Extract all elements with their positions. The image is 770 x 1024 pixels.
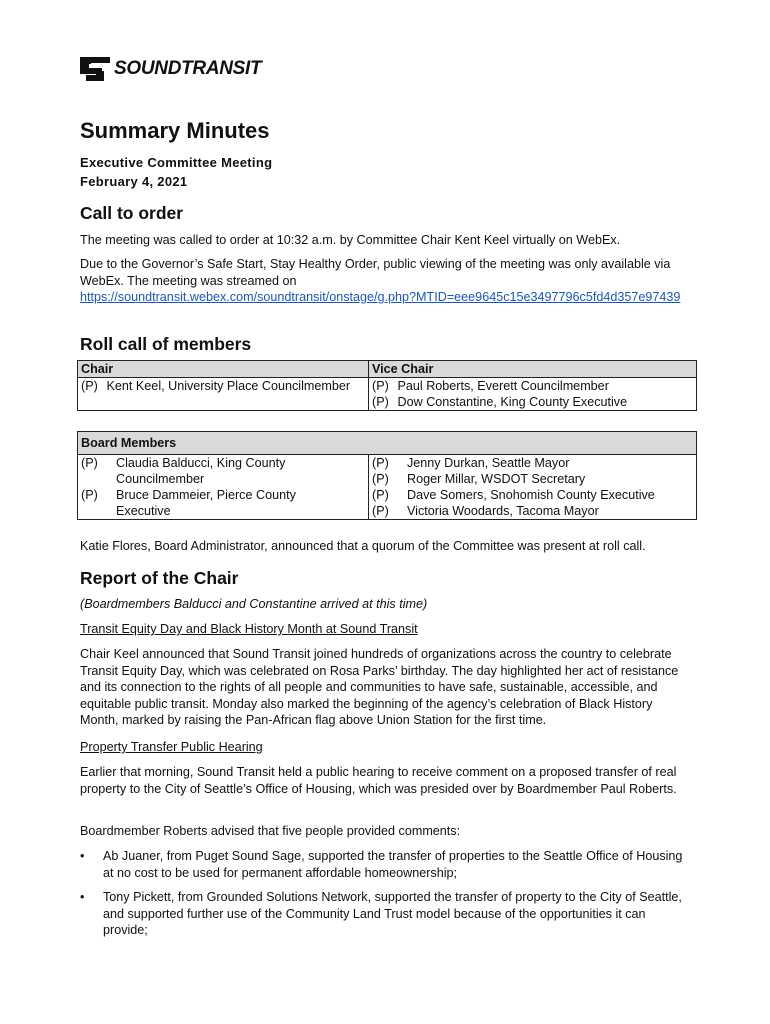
board-members-header: Board Members	[78, 432, 697, 455]
presence-status: (P)	[372, 456, 389, 470]
board-members-table	[77, 431, 697, 520]
list-item: • Tony Pickett, from Grounded Solutions Network, supported the transfer of property to the City of Seattle, and supported further use of the Community Land Trust model because of the opportunities it can provide;	[80, 889, 692, 939]
vice-chair-member	[372, 378, 693, 394]
comments-intro: Boardmember Roberts advised that five people provided comments:	[80, 824, 461, 838]
member-name: Dow Constantine, King County Executive	[397, 395, 628, 409]
vice-chair-member	[372, 394, 693, 410]
board-member	[81, 487, 365, 519]
vice-chair-header: Vice Chair	[369, 361, 697, 378]
list-item: • Ab Juaner, from Puget Sound Sage, supported the transfer of properties to the Seattle Office of Housing at no cost to be used for permanent affordable homeownership;	[80, 848, 692, 881]
presence-status: (P)	[81, 488, 98, 502]
member-name: Dave Somers, Snohomish County Executive	[407, 488, 655, 502]
quorum-statement: Katie Flores, Board Administrator, announced that a quorum of the Committee was present at roll call.	[80, 539, 646, 553]
transit-equity-subheading: Transit Equity Day and Black History Month at Sound Transit	[80, 622, 418, 636]
board-member	[372, 455, 693, 471]
property-transfer-paragraph: Earlier that morning, Sound Transit held a public hearing to receive comment on a proposed transfer of real property to the City of Seattle’s Office of Housing, which was presided over by Boardmember Paul Roberts.	[80, 765, 677, 796]
property-transfer-subheading: Property Transfer Public Hearing	[80, 740, 263, 754]
officers-table	[77, 360, 697, 411]
page-title: Summary Minutes	[80, 118, 270, 143]
member-title: Executive	[116, 504, 171, 518]
board-right-cell	[369, 455, 697, 520]
board-member	[81, 455, 365, 487]
meeting-date: February 4, 2021	[80, 174, 188, 189]
chair-cell	[78, 378, 369, 411]
presence-status: (P)	[81, 379, 98, 393]
chair-member	[81, 378, 365, 394]
board-member	[372, 471, 693, 487]
presence-status: (P)	[372, 395, 389, 409]
arrival-note: (Boardmembers Balducci and Constantine arrived at this time)	[80, 597, 428, 611]
member-name: Victoria Woodards, Tacoma Mayor	[407, 504, 599, 518]
sound-transit-logo	[80, 56, 261, 82]
presence-status: (P)	[372, 488, 389, 502]
board-member	[372, 503, 693, 519]
logo-text: SOUNDTRANSIT	[114, 58, 262, 79]
member-name: Paul Roberts, Everett Councilmember	[397, 379, 609, 393]
board-member	[372, 487, 693, 503]
report-of-chair-heading: Report of the Chair	[80, 568, 239, 588]
vice-chair-cell	[369, 378, 697, 411]
sound-transit-mark-icon	[80, 57, 110, 81]
transit-equity-paragraph: Chair Keel announced that Sound Transit joined hundreds of organizations across the country to celebrate Transit Equity Day, which was celebrated on Rosa Parks’ birthday. The day highlighted her act of resistance and its connection to the rights of all people and communities to have safe, sustainable, accessible, and equitable public transit. Monday also marked the beginning of the agency’s celebration of Black History Month, marked by raising the Pan-African flag above Union Station for the first time.	[80, 647, 679, 727]
presence-status: (P)	[372, 504, 389, 518]
member-name: Claudia Balducci, King County	[116, 456, 286, 470]
roll-call-heading: Roll call of members	[80, 334, 252, 354]
meeting-name: Executive Committee Meeting	[80, 155, 273, 170]
streaming-notice	[80, 256, 692, 306]
member-name: Roger Millar, WSDOT Secretary	[407, 472, 586, 486]
call-to-order-heading: Call to order	[80, 203, 184, 223]
webex-link[interactable]: https://soundtransit.webex.com/soundtransit/onstage/g.php?MTID=eee9645c15e3497796c5fd4d357e97439	[80, 290, 681, 304]
presence-status: (P)	[372, 379, 389, 393]
call-to-order-text: The meeting was called to order at 10:32 a.m. by Committee Chair Kent Keel virtually on WebEx.	[80, 233, 621, 247]
comments-list	[80, 848, 692, 947]
member-title: Councilmember	[116, 472, 205, 486]
board-left-cell	[78, 455, 369, 520]
member-name: Jenny Durkan, Seattle Mayor	[407, 456, 570, 470]
streaming-text: Due to the Governor’s Safe Start, Stay Healthy Order, public viewing of the meeting was only available via WebEx. The meeting was streamed on	[80, 257, 671, 288]
chair-header: Chair	[78, 361, 369, 378]
member-name: Bruce Dammeier, Pierce County	[116, 488, 296, 502]
presence-status: (P)	[81, 456, 98, 470]
presence-status: (P)	[372, 472, 389, 486]
member-name: Kent Keel, University Place Councilmember	[106, 379, 351, 393]
